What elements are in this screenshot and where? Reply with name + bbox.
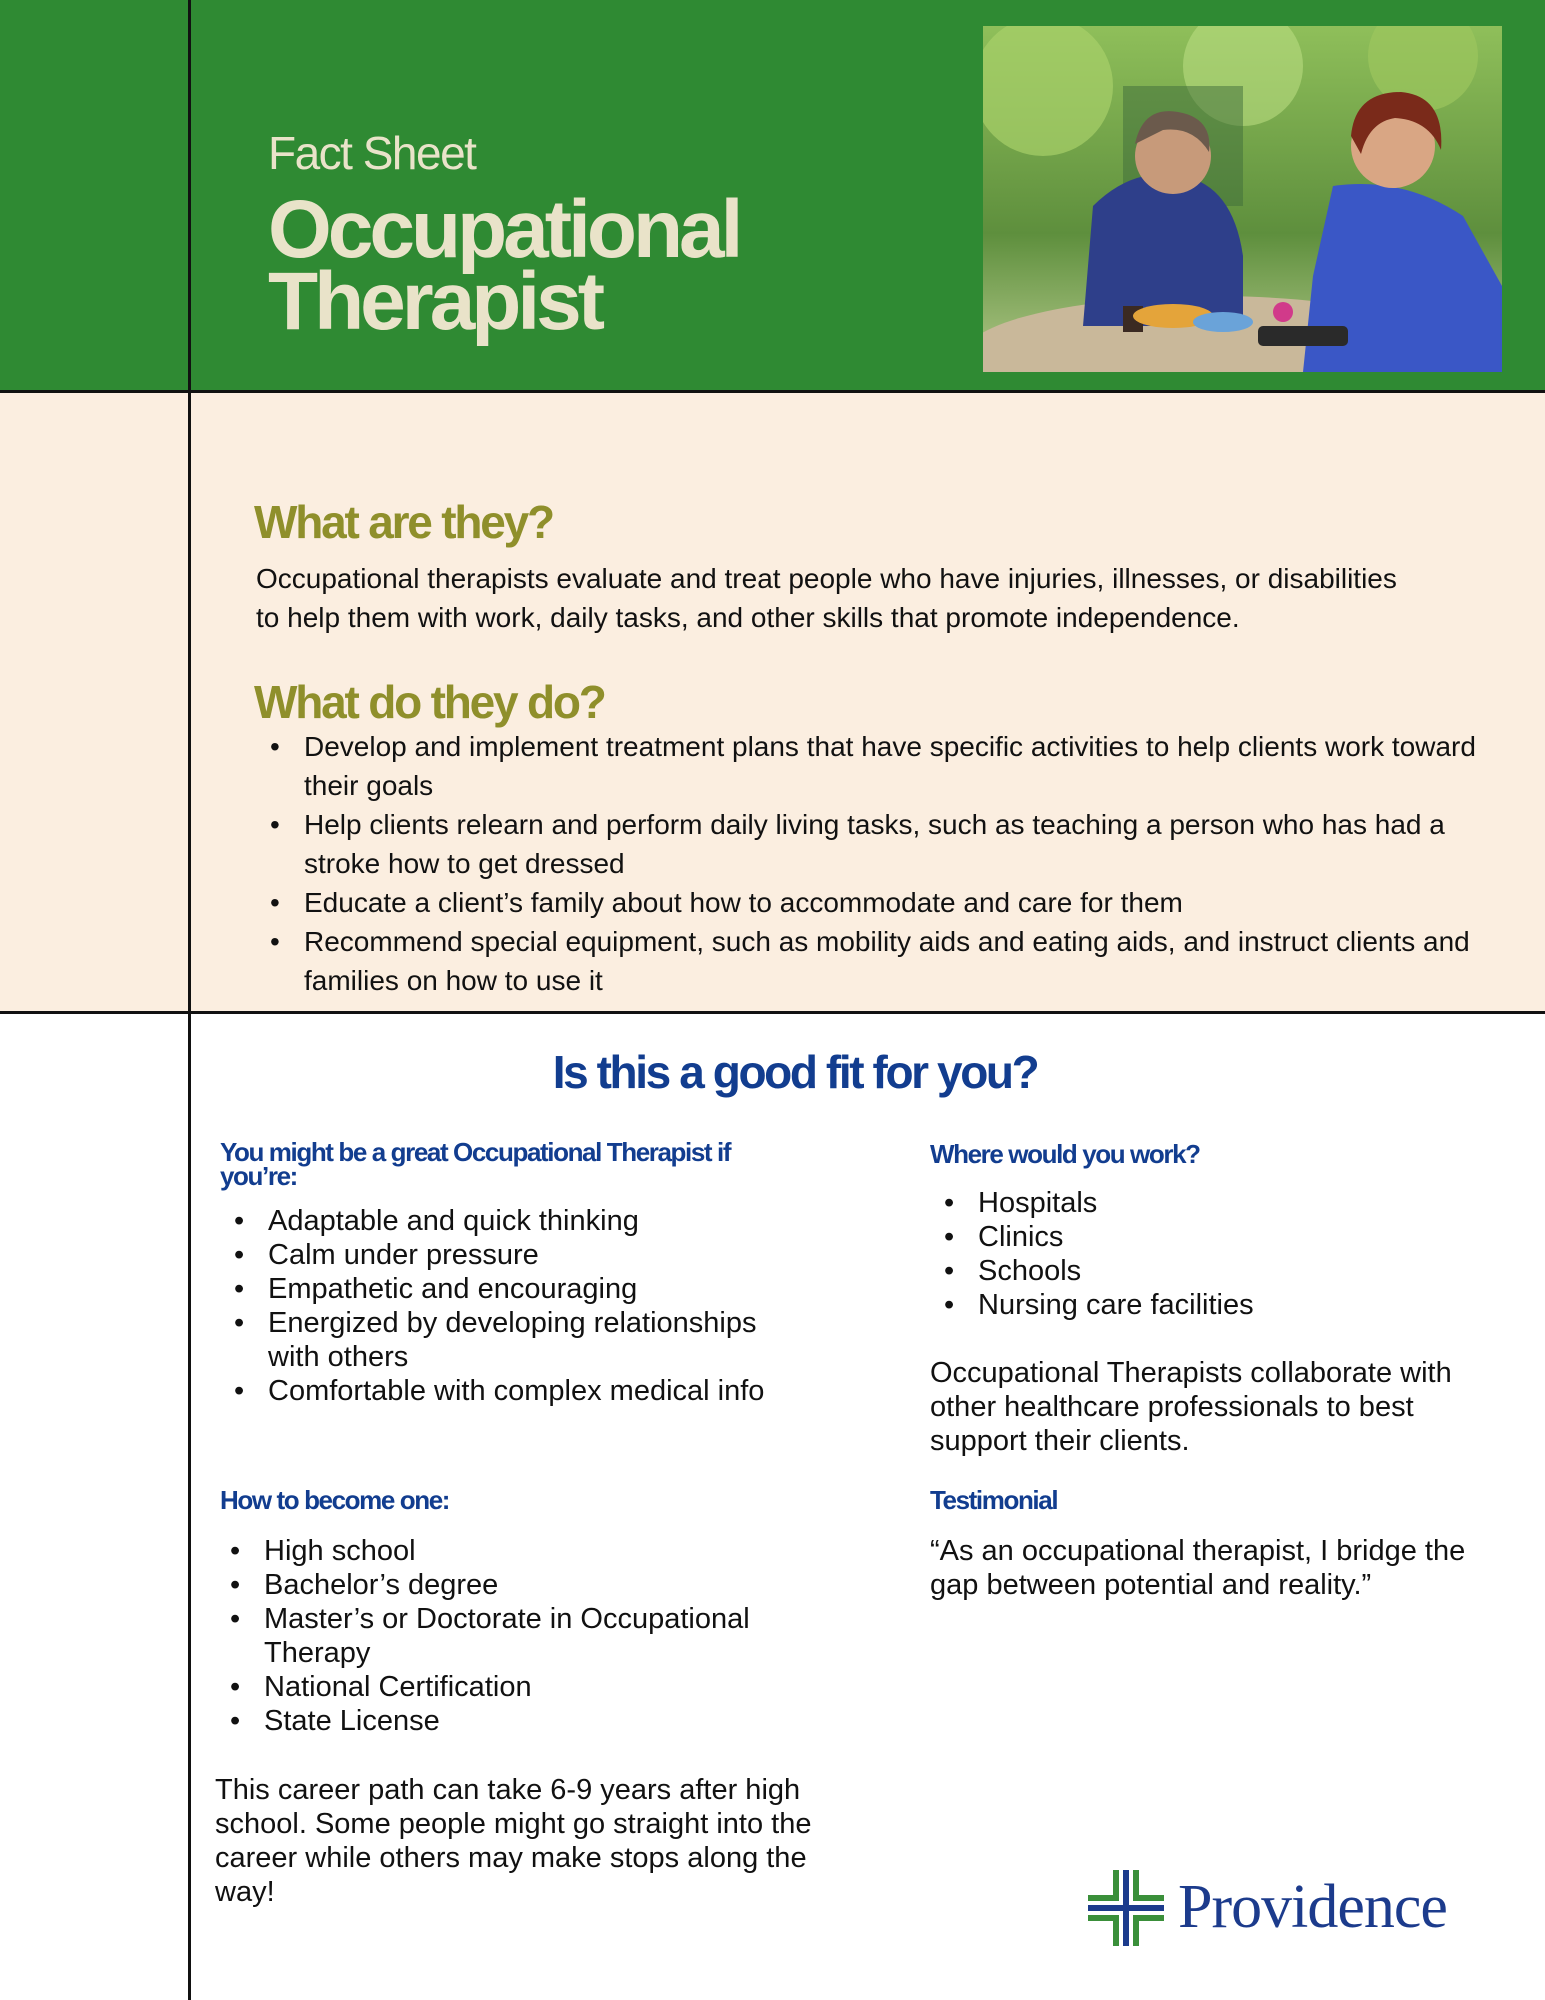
what-are-they-text: Occupational therapists evaluate and treat people who have injuries, illnesses, or disabilities to help them with work, daily tasks, and other skills that promote independence. — [256, 563, 1397, 633]
title-line-1: Occupational — [268, 184, 740, 275]
list-item: • Nursing care facilities — [930, 1288, 1450, 1322]
list-item: • Empathetic and encouraging — [220, 1272, 800, 1306]
where-work-heading: Where would you work? — [930, 1139, 1200, 1169]
list-item: • Develop and implement treatment plans that have specific activities to help clients work toward their goals — [256, 727, 1486, 805]
what-do-they-do-heading: What do they do? — [254, 676, 605, 728]
how-to-become-heading: How to become one: — [220, 1485, 450, 1515]
title-line-2: Therapist — [268, 256, 602, 347]
list-item: • Adaptable and quick thinking — [220, 1204, 800, 1238]
providence-logo — [1086, 1868, 1506, 1948]
vertical-rule — [188, 0, 191, 2000]
steps-list — [216, 1534, 816, 1738]
great-fit-heading: You might be a great Occupational Therapist if you’re: — [220, 1137, 731, 1191]
list-item: • Bachelor’s degree — [216, 1568, 816, 1602]
duties-list — [256, 727, 1486, 1000]
fit-heading: Is this a good fit for you? — [552, 1046, 1038, 1098]
kicker-label: Fact Sheet — [268, 127, 476, 179]
page-title — [268, 184, 828, 347]
testimonial-heading: Testimonial — [930, 1485, 1058, 1515]
list-item: • Calm under pressure — [220, 1238, 800, 1272]
list-item: • National Certification — [216, 1670, 816, 1704]
list-item: • Comfortable with complex medical info — [220, 1374, 800, 1408]
list-item: • Educate a client’s family about how to accommodate and care for them — [256, 883, 1486, 922]
list-item: • High school — [216, 1534, 816, 1568]
cross-icon — [1086, 1868, 1166, 1948]
list-item: • Master’s or Doctorate in Occupational Therapy — [216, 1602, 816, 1670]
description-band — [0, 393, 1545, 1014]
list-item: • Hospitals — [930, 1186, 1450, 1220]
header-band — [0, 0, 1545, 393]
list-item: • Energized by developing relationships with others — [220, 1306, 800, 1374]
list-item: • Schools — [930, 1254, 1450, 1288]
testimonial-quote: “As an occupational therapist, I bridge the gap between potential and reality.” — [930, 1535, 1466, 1601]
what-are-they-heading: What are they? — [254, 496, 553, 548]
logo-wordmark: Providence — [1178, 1873, 1447, 1941]
list-item: • Clinics — [930, 1220, 1450, 1254]
list-item: • Recommend special equipment, such as mobility aids and eating aids, and instruct clients and families on how to use it — [256, 922, 1486, 1000]
workplaces-list — [930, 1186, 1450, 1322]
collaboration-note: Occupational Therapists collaborate with other healthcare professionals to best support their clients. — [930, 1357, 1452, 1457]
career-path-note: This career path can take 6-9 years after high school. Some people might go straight into the career while others may make stops along the way! — [215, 1774, 812, 1908]
traits-list — [220, 1204, 800, 1408]
hero-photo — [983, 26, 1502, 372]
list-item: • Help clients relearn and perform daily living tasks, such as teaching a person who has had a stroke how to get dressed — [256, 805, 1486, 883]
list-item: • State License — [216, 1704, 816, 1738]
